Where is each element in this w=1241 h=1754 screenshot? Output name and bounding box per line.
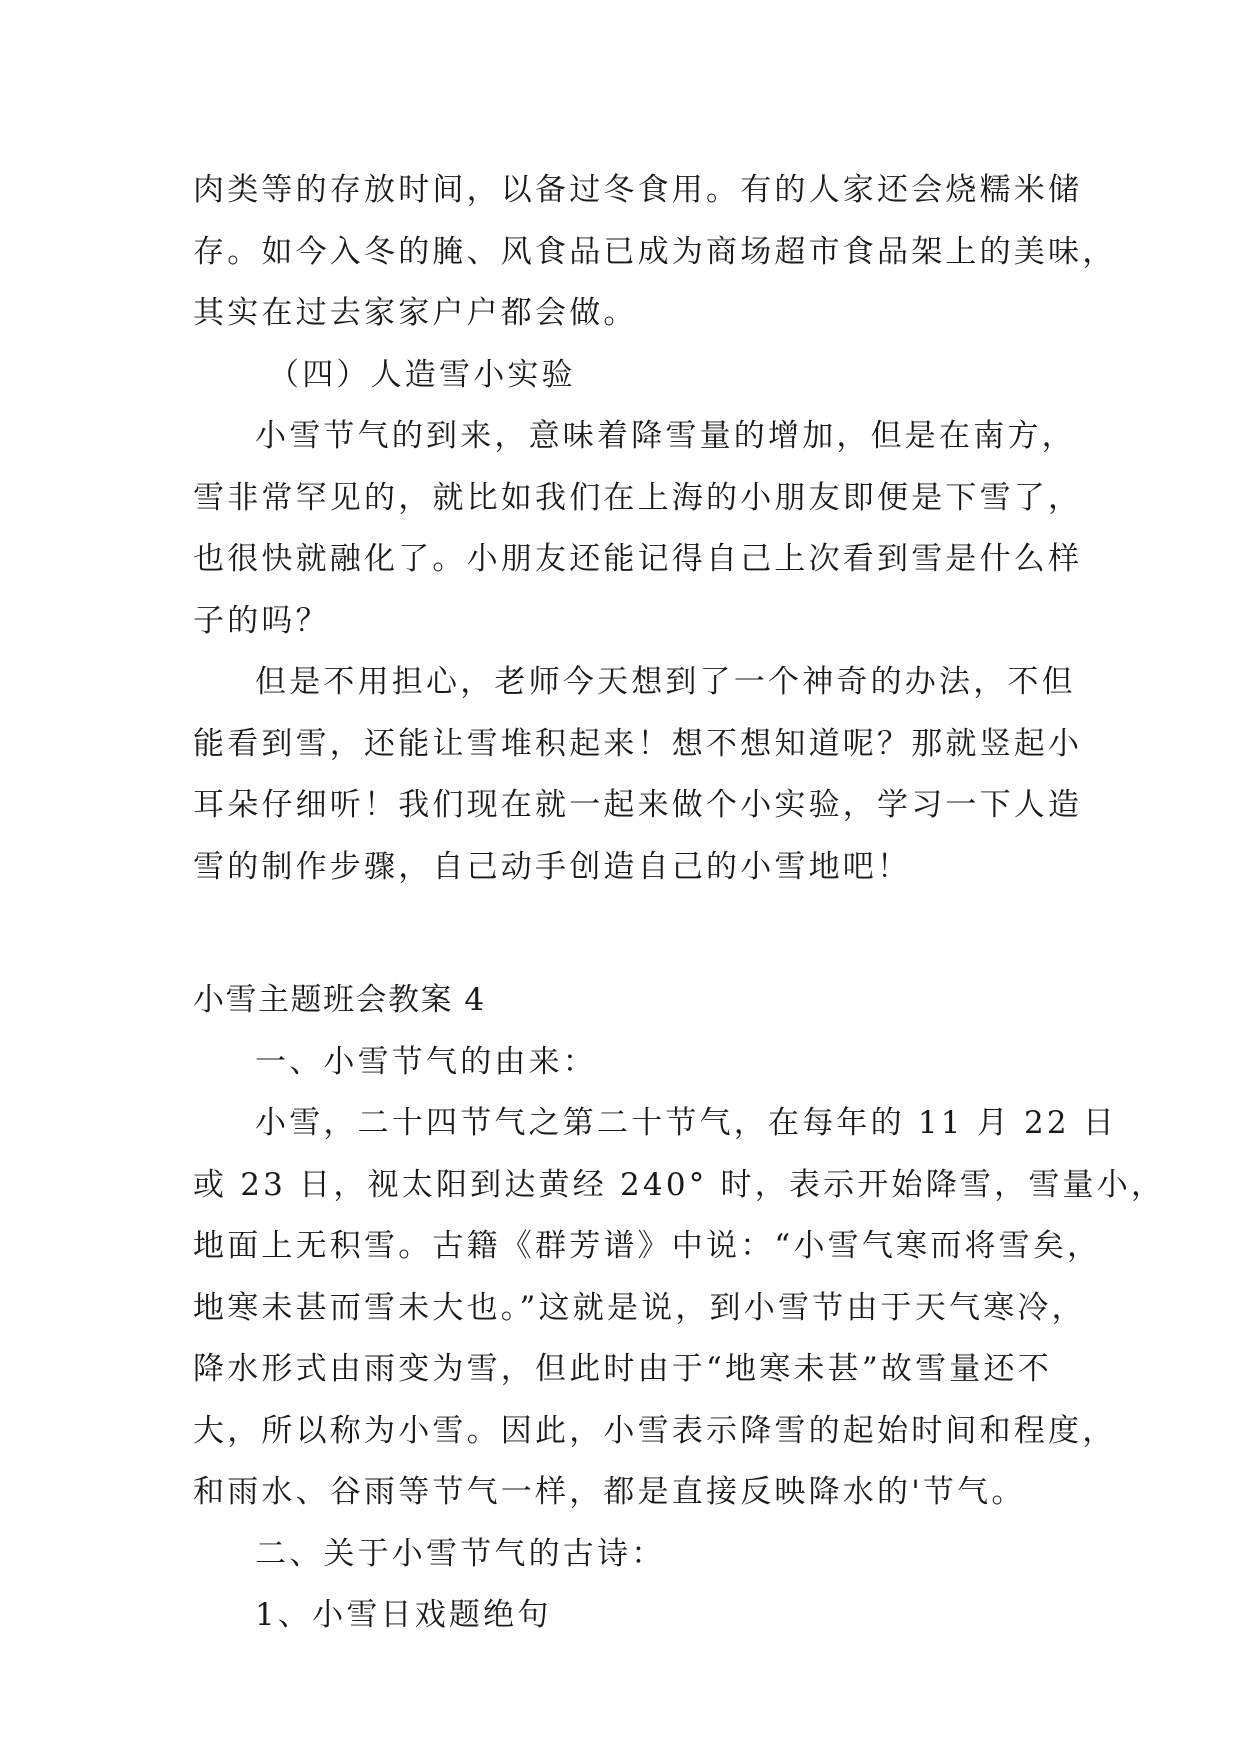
part1-heading: 一、小雪节气的由来： <box>255 1043 597 1080</box>
text-line: 和雨水、谷雨等节气一样，都是直接反映降水的'节气。 <box>193 1474 1026 1510</box>
poem-title: 1、小雪日戏题绝句 <box>255 1597 552 1633</box>
text-line: 降水形式由雨变为雪，但此时由于“地寒未甚”故雪量还不 <box>193 1351 1052 1387</box>
document-page <box>193 160 1166 1647</box>
text-line: 大，所以称为小雪。因此，小雪表示降雪的起始时间和程度， <box>193 1412 1117 1449</box>
text-line: 肉类等的存放时间，以备过冬食用。有的人家还会烧糯米储 <box>193 172 1083 208</box>
text-line: 但是不用担心，老师今天想到了一个神奇的办法，不但 <box>255 664 1076 700</box>
subsection-paragraph-1 <box>193 406 1083 652</box>
text-line: 地寒未甚而雪未大也。”这就是说，到小雪节由于天气寒冷， <box>193 1289 1086 1326</box>
subsection-heading: （四）人造雪小实验 <box>268 356 576 393</box>
text-line: 地面上无积雪。古籍《群芳谱》中说：“小雪气寒而将雪矣， <box>193 1228 1102 1264</box>
section3-tail-paragraph <box>193 160 1117 345</box>
text-line: 雪非常罕见的，就比如我们在上海的小朋友即便是下雪了， <box>193 479 1083 516</box>
part2-heading: 二、关于小雪节气的古诗： <box>255 1535 666 1572</box>
text-line: 或 23 日，视太阳到达黄经 240° 时，表示开始降雪，雪量小， <box>193 1166 1166 1203</box>
lesson-title: 小雪主题班会教案 4 <box>193 982 486 1018</box>
section-spacer <box>193 898 1073 970</box>
text-line: 小雪节气的到来，意味着降雪量的增加，但是在南方， <box>255 418 1076 454</box>
text-line: 小雪，二十四节气之第二十节气，在每年的 11 月 22 日 <box>255 1105 1118 1141</box>
text-line: 雪的制作步骤，自己动手创造自己的小雪地吧！ <box>193 848 912 885</box>
part1-paragraph <box>193 1093 1166 1524</box>
text-line: 耳朵仔细听！我们现在就一起来做个小实验，学习一下人造 <box>193 787 1083 823</box>
text-line: 其实在过去家家户户都会做。 <box>193 295 638 331</box>
text-line: 子的吗？ <box>193 602 330 639</box>
text-line: 存。如今入冬的腌、风食品已成为商场超市食品架上的美味， <box>193 233 1117 270</box>
text-line: 能看到雪，还能让雪堆积起来！想不想知道呢？那就竖起小 <box>193 725 1083 762</box>
text-line: 也很快就融化了。小朋友还能记得自己上次看到雪是什么样 <box>193 541 1083 577</box>
subsection-paragraph-2 <box>193 652 1083 898</box>
